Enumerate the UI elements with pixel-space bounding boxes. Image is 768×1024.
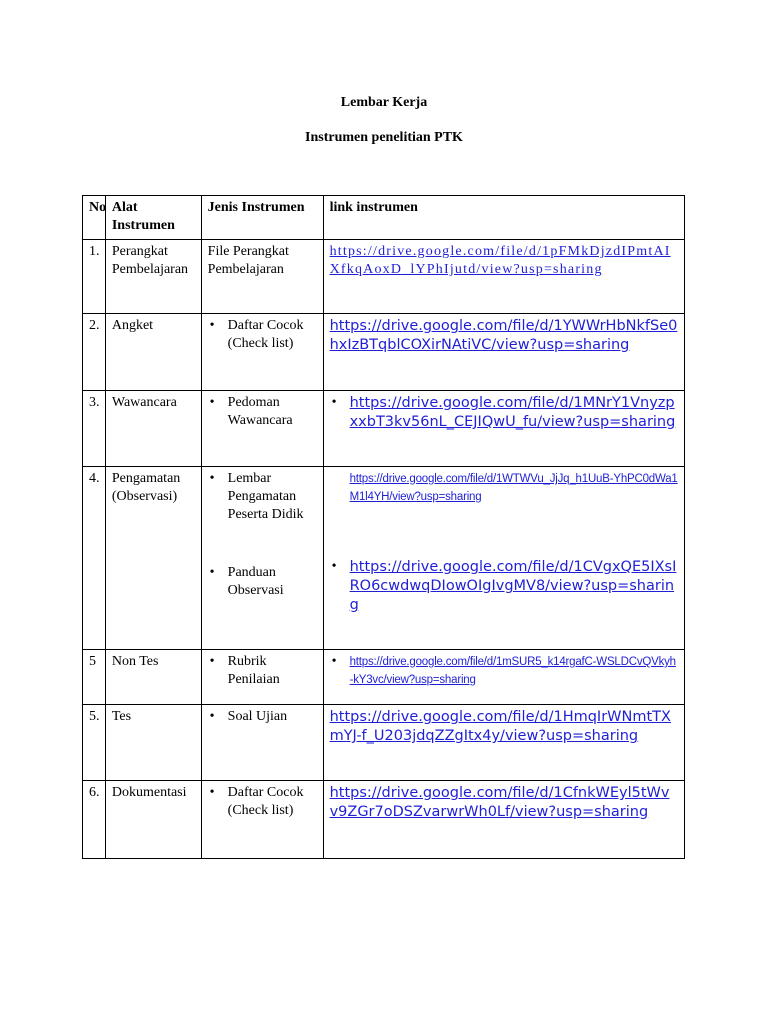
jenis-bullet-item: • Lembar Pengamatan Peserta Didik [208,470,317,524]
link-bullet-item [330,558,678,615]
jenis-bullet-item: • Daftar Cocok (Check list) [208,317,317,353]
instrument-link[interactable]: https://drive.google.com/file/d/1YWWrHbNkfSe0hxIzBTqblCOXirNAtiVC/view?usp=sharing [329,318,678,353]
row-alat: Dokumentasi [105,781,201,859]
row-no: 5 [83,650,106,705]
table-header-row [83,196,685,240]
row-jenis-cell [201,391,323,467]
instrument-link[interactable]: https://drive.google.com/file/d/1HmqIrWNmtTXmYJ-f_U203jdqZZgItx4y/view?usp=sharing [329,709,671,744]
instrument-link[interactable]: https://drive.google.com/file/d/1CfnkWEyl5tWvv9ZGr7oDSZvarwrWh0Lf/view?usp=sharing [329,785,670,820]
instrument-link[interactable]: https://drive.google.com/file/d/1WTWVu_JjJq_h1UuB-YhPC0dWa1M1l4YH/view?usp=sharing [349,473,678,503]
row-no: 1. [83,240,106,314]
jenis-bullet-item: • Soal Ujian [208,708,317,726]
table-row [83,467,685,650]
row-link-cell [323,650,684,705]
row-alat: Angket [105,314,201,391]
row-link-cell [323,314,684,391]
link-item [330,470,678,506]
row-link-cell [323,467,684,650]
header-no: No [83,196,106,240]
instrument-link[interactable]: https://drive.google.com/file/d/1mSUR5_k14rgafC-WSLDCvQVkyh-kY3vc/view?usp=sharing [349,656,676,686]
document-subtitle: Instrumen penelitian PTK [305,130,463,145]
row-alat: Tes [105,705,201,781]
header-link: link instrumen [323,196,684,240]
row-link-cell [323,705,684,781]
row-alat: Wawancara [105,391,201,467]
instrument-table [82,195,685,859]
row-no: 6. [83,781,106,859]
row-jenis: File Perangkat Pembelajaran [201,240,323,314]
row-jenis-cell [201,781,323,859]
instrument-link[interactable]: https://drive.google.com/file/d/1MNrY1VnyzpxxbT3kv56nL_CEJIQwU_fu/view?usp=sharing [349,395,676,430]
jenis-bullet-item: • Daftar Cocok (Check list) [208,784,317,820]
table-row [83,391,685,467]
table-row [83,314,685,391]
instrument-link[interactable]: https://drive.google.com/file/d/1pFMkDjzdIPmtAIXfkqAoxD_lYPhIjutd/view?usp=sharing [329,244,671,277]
header-jenis: Jenis Instrumen [201,196,323,240]
row-no: 5. [83,705,106,781]
instrument-link[interactable]: https://drive.google.com/file/d/1CVgxQE5IXsIRO6cwdwqDIowOIgIvgMV8/view?usp=sharing [349,559,677,613]
link-bullet-item [330,653,678,689]
row-no: 4. [83,467,106,650]
row-link-cell [323,781,684,859]
row-jenis-cell [201,314,323,391]
row-alat: Pengamatan (Observasi) [105,467,201,650]
table-row [83,781,685,859]
table-row [83,240,685,314]
jenis-bullet-item: • Pedoman Wawancara [208,394,317,430]
row-jenis-cell [201,705,323,781]
row-jenis-cell [201,650,323,705]
table-row [83,705,685,781]
header-alat: Alat Instrumen [105,196,201,240]
row-no: 3. [83,391,106,467]
document-title: Lembar Kerja [340,95,428,110]
row-jenis-cell [201,467,323,650]
table-row [83,650,685,705]
row-no: 2. [83,314,106,391]
link-bullet-item [330,394,678,432]
row-link-cell [323,391,684,467]
row-alat: Non Tes [105,650,201,705]
row-alat: Perangkat Pembelajaran [105,240,201,314]
row-link-cell [323,240,684,314]
jenis-bullet-item: • Rubrik Penilaian [208,653,317,689]
jenis-bullet-item: • Panduan Observasi [208,564,317,600]
